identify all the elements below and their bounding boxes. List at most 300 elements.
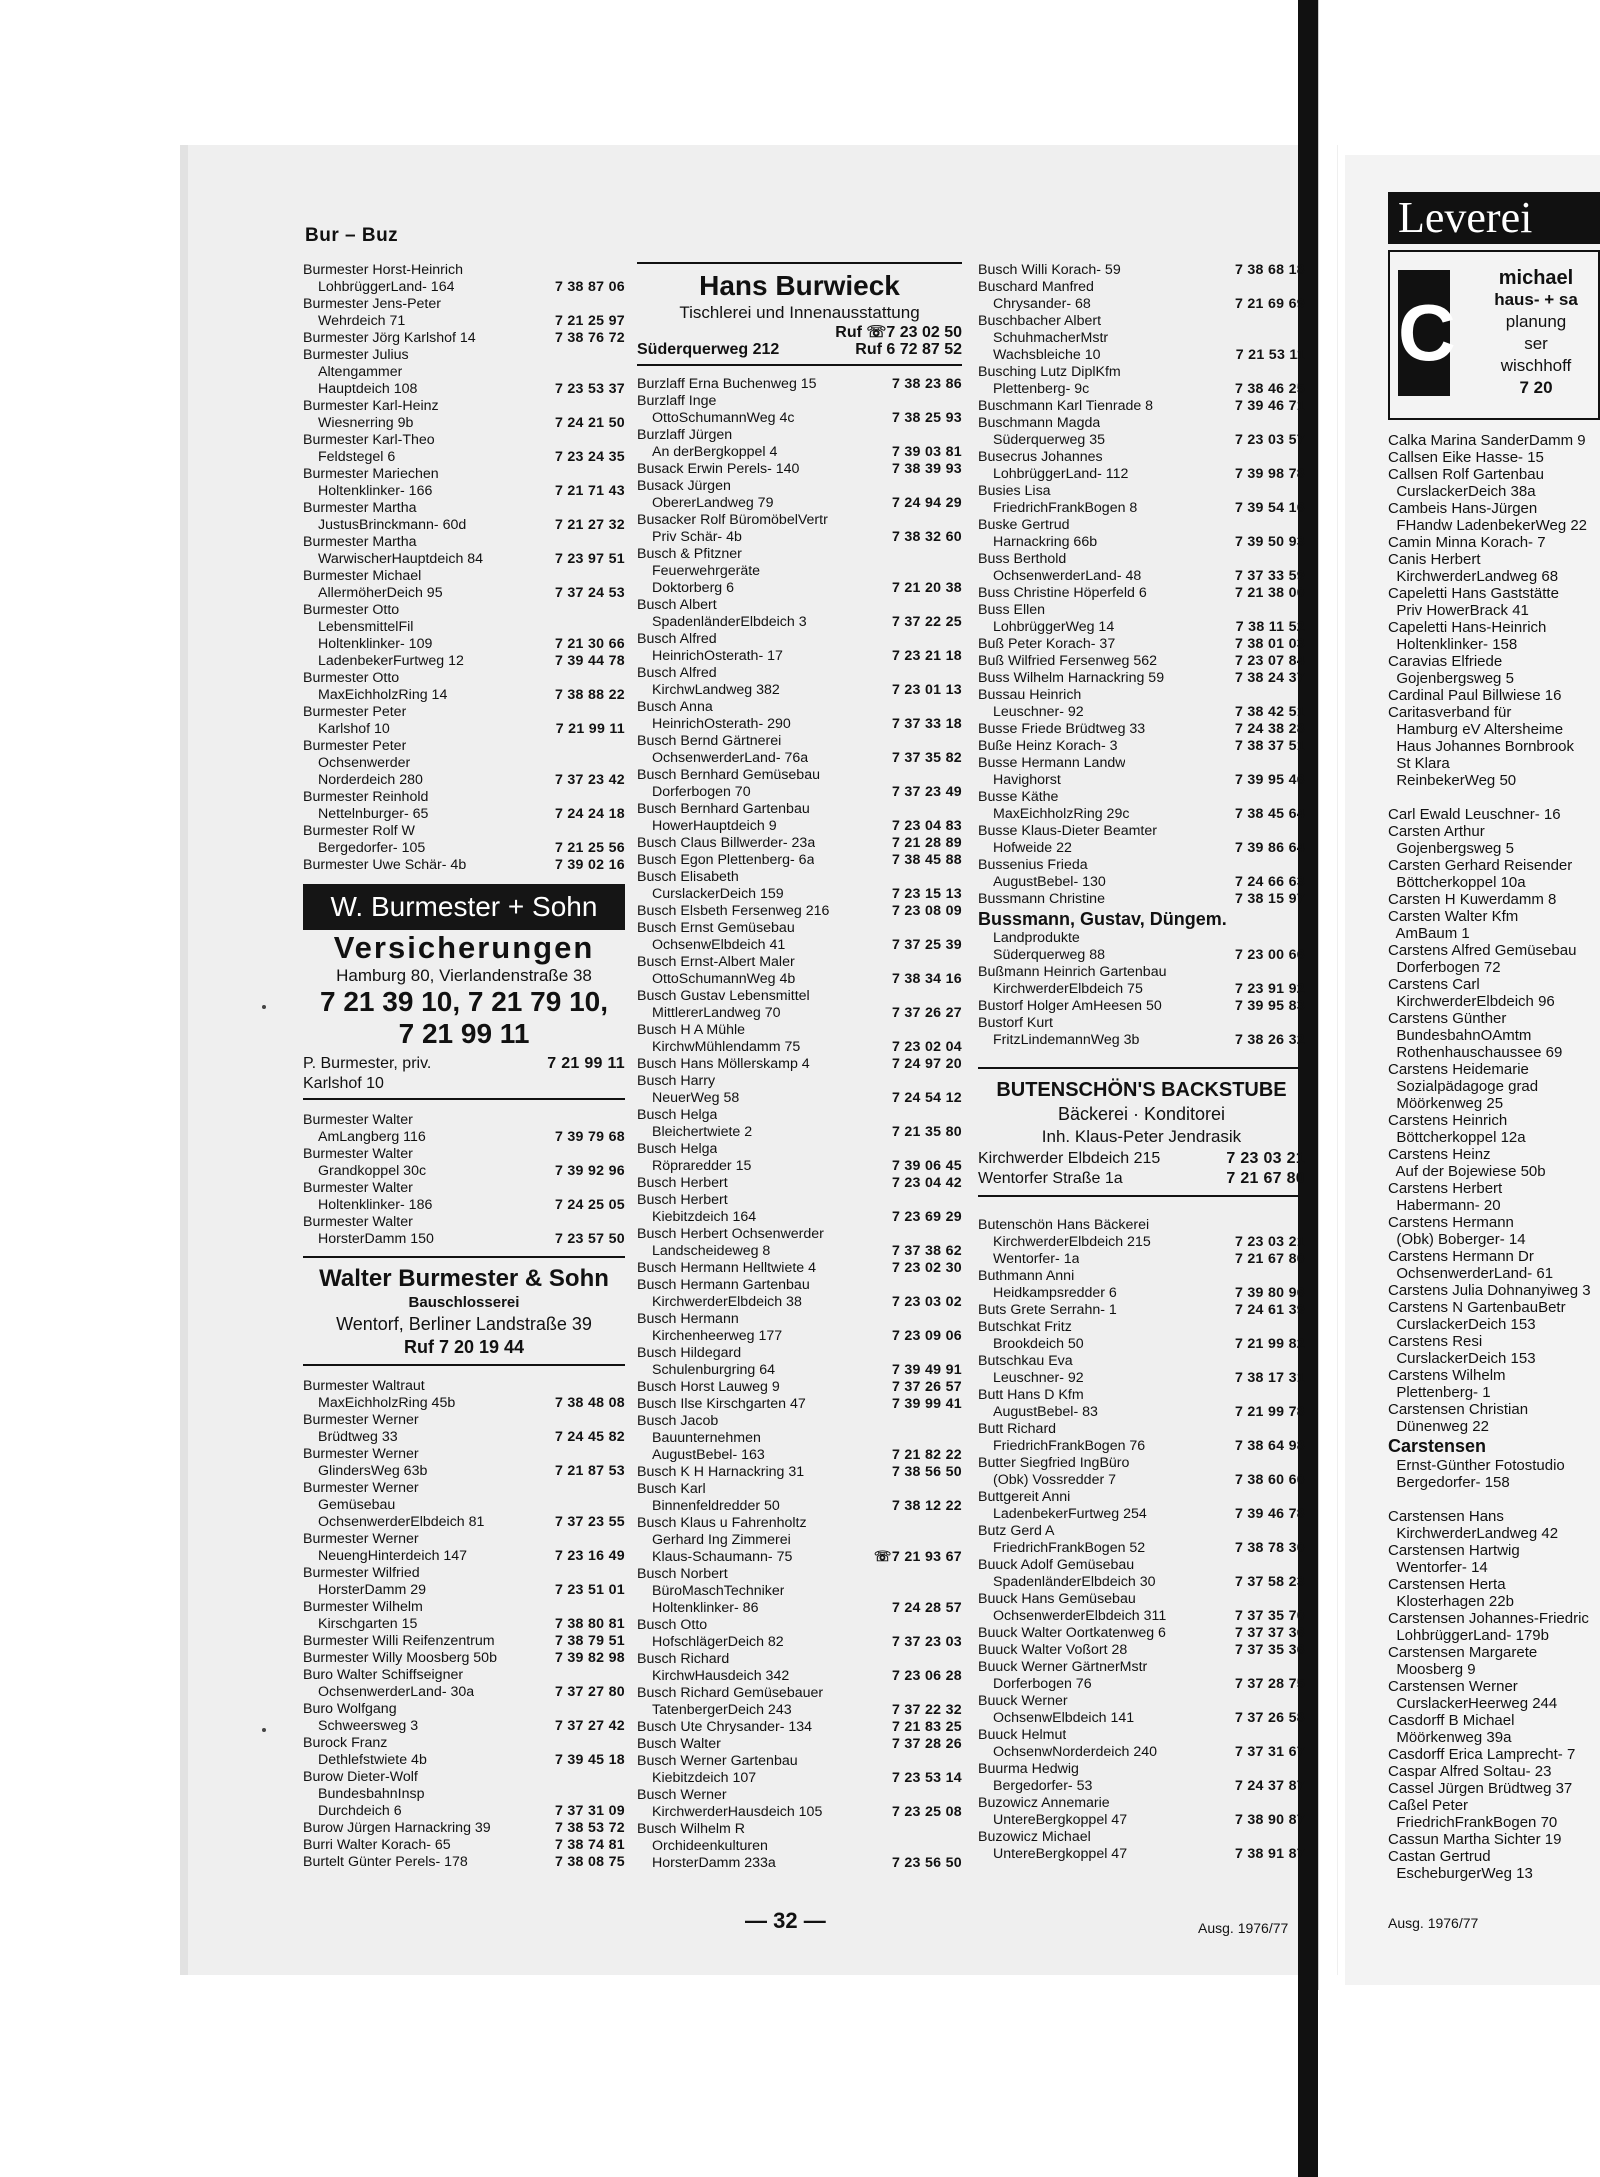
list-item bbox=[637, 1447, 962, 1464]
entry-name: SchuhmacherMstr bbox=[993, 330, 1109, 346]
entry-phone: 7 23 03 57 bbox=[1234, 432, 1305, 448]
list-item bbox=[978, 1795, 1305, 1812]
entry-name: Burmester Karl-Heinz bbox=[303, 398, 439, 414]
ad-address: Wentorf, Berliner Landstraße 39 bbox=[336, 1314, 592, 1334]
list-item bbox=[637, 427, 962, 444]
list-item bbox=[637, 1005, 962, 1022]
list-item: Callsen Rolf Gartenbau bbox=[1388, 466, 1544, 483]
entry-phone: 7 39 92 96 bbox=[554, 1163, 625, 1179]
list-item bbox=[978, 1336, 1305, 1353]
entry-phone bbox=[1299, 755, 1305, 772]
entry-name: Burmester Julius bbox=[303, 347, 409, 363]
entry-name: Busch Walter bbox=[637, 1736, 721, 1752]
list-item: CurslackerDeich 153 bbox=[1388, 1316, 1536, 1333]
list-item bbox=[978, 551, 1305, 568]
entry-phone: 7 38 87 06 bbox=[554, 279, 625, 295]
list-item bbox=[303, 313, 625, 330]
entry-name: BundesbahnInsp bbox=[318, 1786, 425, 1802]
list-item bbox=[637, 1430, 962, 1447]
entry-phone: 7 24 61 39 bbox=[1234, 1302, 1305, 1318]
list-item bbox=[637, 852, 962, 869]
list-item bbox=[637, 1600, 962, 1617]
entry-name: MaxEichholzRing 45b bbox=[318, 1395, 456, 1411]
ad-title: Hans Burwieck bbox=[699, 270, 900, 301]
entry-name: Burmester Werner bbox=[303, 1531, 419, 1547]
list-item bbox=[303, 1769, 625, 1786]
list-item bbox=[303, 517, 625, 534]
entry-phone bbox=[619, 602, 625, 619]
entry-name: Brüdtweg 33 bbox=[318, 1429, 398, 1445]
entry-name: Butschkau Eva bbox=[978, 1353, 1073, 1369]
entry-phone: 7 24 97 20 bbox=[891, 1056, 962, 1072]
entry-name: Altengammer bbox=[318, 364, 403, 380]
list-item bbox=[637, 631, 962, 648]
entry-phone bbox=[1299, 1319, 1305, 1336]
entry-phone: 7 39 98 78 bbox=[1234, 466, 1305, 482]
entry-name: Buuck Adolf Gemüsebau bbox=[978, 1557, 1135, 1573]
list-item bbox=[978, 500, 1305, 517]
entry-name: Burmester Werner bbox=[303, 1412, 419, 1428]
list-item bbox=[978, 1710, 1305, 1727]
entry-name: Holtenklinker- 166 bbox=[318, 483, 433, 499]
entry-name: Leuschner- 92 bbox=[993, 1370, 1084, 1386]
list-item: Carstens Julia Dohnanyiweg 3 bbox=[1388, 1282, 1591, 1299]
entry-phone: 7 23 56 50 bbox=[891, 1855, 962, 1871]
entry-name: Kirchenheerweg 177 bbox=[652, 1328, 783, 1344]
entry-phone bbox=[956, 1311, 962, 1328]
entry-phone: 7 39 44 78 bbox=[554, 653, 625, 669]
list-item bbox=[978, 1608, 1305, 1625]
entry-name: Burmester Walter bbox=[303, 1112, 413, 1128]
list-item: Gojenbergsweg 5 bbox=[1388, 670, 1514, 687]
list-item: OchsenwerderLand- 61 bbox=[1388, 1265, 1554, 1282]
list-item: FriedrichFrankBogen 70 bbox=[1388, 1814, 1558, 1831]
entry-name: Burzlaff Jürgen bbox=[637, 427, 733, 443]
entry-name: Buzowicz Michael bbox=[978, 1829, 1091, 1845]
list-item bbox=[303, 806, 625, 823]
entry-name: Leuschner- 92 bbox=[993, 704, 1084, 720]
list-item bbox=[637, 1209, 962, 1226]
entry-list bbox=[1388, 432, 1600, 1435]
list-item bbox=[978, 857, 1305, 874]
list-item: Habermann- 20 bbox=[1388, 1197, 1501, 1214]
entry-name: Busch Werner Gartenbau bbox=[637, 1753, 798, 1769]
list-item: FHandw LadenbekerWeg 22 bbox=[1388, 517, 1588, 534]
list-item: KirchwerderLandweg 68 bbox=[1388, 568, 1559, 585]
list-item: Caritasverband für bbox=[1388, 704, 1512, 721]
entry-phone bbox=[619, 1480, 625, 1497]
entry-phone: 7 37 22 32 bbox=[891, 1702, 962, 1718]
entry-name: Busch Ilse Kirschgarten 47 bbox=[637, 1396, 806, 1412]
entry-phone bbox=[956, 1753, 962, 1770]
list-item bbox=[303, 1565, 625, 1582]
entry-name: Wachsbleiche 10 bbox=[993, 347, 1101, 363]
list-item: Moosberg 9 bbox=[1388, 1661, 1476, 1678]
entry-name: Buro Walter Schiffseigner bbox=[303, 1667, 464, 1683]
entry-name: Bleichertwiete 2 bbox=[652, 1124, 753, 1140]
entry-name: Busacker Rolf BüromöbelVertr bbox=[637, 512, 828, 528]
entry-name: Busch Helga bbox=[637, 1141, 718, 1157]
entry-phone: 7 37 26 27 bbox=[891, 1005, 962, 1021]
entry-phone: 7 23 24 35 bbox=[554, 449, 625, 465]
entry-name: Burmester Otto bbox=[303, 670, 400, 686]
entry-name: Busch Albert bbox=[637, 597, 717, 613]
list-item: Ernst-Günther Fotostudio bbox=[1388, 1457, 1565, 1474]
entry-name: Burmester Willi Reifenzentrum bbox=[303, 1633, 495, 1649]
entry-phone bbox=[619, 347, 625, 364]
entry-name: Priv Schär- 4b bbox=[652, 529, 742, 545]
entry-name: Holtenklinker- 186 bbox=[318, 1197, 433, 1213]
entry-name: FriedrichFrankBogen 76 bbox=[993, 1438, 1146, 1454]
entry-name: Busch Alfred bbox=[637, 631, 717, 647]
entry-name: Burmester Michael bbox=[303, 568, 422, 584]
entry-list bbox=[303, 1112, 625, 1248]
entry-name: Butter Siegfried IngBüro bbox=[978, 1455, 1130, 1471]
entry-phone bbox=[1299, 313, 1305, 330]
entry-name: Busch Hildegard bbox=[637, 1345, 742, 1361]
entry-phone: 7 38 68 18 bbox=[1234, 262, 1305, 278]
ad-title: BUTENSCHÖN'S BACKSTUBE bbox=[996, 1079, 1287, 1101]
entry-name: HowerHauptdeich 9 bbox=[652, 818, 777, 834]
entry-phone: 7 39 86 64 bbox=[1234, 840, 1305, 856]
entry-name: Gerhard Ing Zimmerei bbox=[652, 1532, 791, 1548]
entry-name: Busch Jacob bbox=[637, 1413, 719, 1429]
list-item bbox=[303, 704, 625, 721]
entry-phone: 7 39 95 46 bbox=[1234, 772, 1305, 788]
entry-phone: 7 23 15 13 bbox=[891, 886, 962, 902]
entry-name: GlindersWeg 63b bbox=[318, 1463, 428, 1479]
entry-phone: 7 23 02 04 bbox=[891, 1039, 962, 1055]
list-item bbox=[303, 1146, 625, 1163]
list-item bbox=[978, 1574, 1305, 1591]
entry-name: Busch Hermann bbox=[637, 1311, 739, 1327]
list-item: Capeletti Hans Gaststätte bbox=[1388, 585, 1559, 602]
entry-phone bbox=[956, 546, 962, 563]
entry-phone bbox=[619, 755, 625, 772]
entry-phone bbox=[1299, 1387, 1305, 1404]
ad-subtitle: Tischlerei und Innenausstattung bbox=[679, 303, 920, 322]
entry-phone: 7 23 25 08 bbox=[891, 1804, 962, 1820]
entry-phone: 7 24 37 87 bbox=[1234, 1778, 1305, 1794]
entry-name: Busch Ernst Gemüsebau bbox=[637, 920, 795, 936]
list-item bbox=[978, 1302, 1305, 1319]
entry-phone: 7 38 64 98 bbox=[1234, 1438, 1305, 1454]
entry-phone: 7 37 23 55 bbox=[554, 1514, 625, 1530]
entry-phone bbox=[956, 563, 962, 580]
list-item: Haus Johannes Bornbrook bbox=[1388, 738, 1574, 755]
list-item bbox=[637, 1855, 962, 1872]
entry-name: Busch H A Mühle bbox=[637, 1022, 746, 1038]
list-item bbox=[637, 1787, 962, 1804]
entry-phone: 7 38 08 75 bbox=[554, 1854, 625, 1870]
entry-phone: 7 23 04 42 bbox=[891, 1175, 962, 1191]
list-item bbox=[978, 1676, 1305, 1693]
entry-phone: 7 38 42 51 bbox=[1234, 704, 1305, 720]
list-item: Caßel Peter bbox=[1388, 1797, 1469, 1814]
entry-phone: 7 23 53 14 bbox=[891, 1770, 962, 1786]
entry-name: Buske Gertrud bbox=[978, 517, 1070, 533]
list-item bbox=[978, 1421, 1305, 1438]
list-item bbox=[978, 1744, 1305, 1761]
list-item bbox=[637, 1702, 962, 1719]
list-item bbox=[303, 1735, 625, 1752]
entry-phone bbox=[619, 466, 625, 483]
ad-line: 7 20 bbox=[1519, 378, 1553, 397]
list-item bbox=[637, 937, 962, 954]
entry-name: Burmester Otto bbox=[303, 602, 400, 618]
entry-phone: 7 38 80 81 bbox=[554, 1616, 625, 1632]
entry-name: Burmester Jens-Peter bbox=[303, 296, 441, 312]
entry-name: Buuck Werner bbox=[978, 1693, 1068, 1709]
entry-name: Buurma Hedwig bbox=[978, 1761, 1079, 1777]
entry-name: Gemüsebau bbox=[318, 1497, 396, 1513]
entry-phone: 7 38 91 87 bbox=[1234, 1846, 1305, 1862]
entry-phone bbox=[1299, 1557, 1305, 1574]
entry-phone bbox=[619, 704, 625, 721]
list-item bbox=[637, 1311, 962, 1328]
entry-name: Burtelt Günter Perels- 178 bbox=[303, 1854, 468, 1870]
entry-phone bbox=[956, 1277, 962, 1294]
entry-name: Busch Herbert Ochsenwerder bbox=[637, 1226, 824, 1242]
list-item: Carstensen Hans bbox=[1388, 1508, 1504, 1525]
list-item: Caravias Elfriede bbox=[1388, 653, 1503, 670]
entry-name: Norderdeich 280 bbox=[318, 772, 423, 788]
entry-name: Busch Karl bbox=[637, 1481, 706, 1497]
entry-phone bbox=[1299, 449, 1305, 466]
list-item bbox=[303, 1803, 625, 1820]
entry-name: OttoSchumannWeg 4c bbox=[652, 410, 795, 426]
entry-phone: 7 39 54 16 bbox=[1234, 500, 1305, 516]
list-item bbox=[637, 1379, 962, 1396]
list-item bbox=[637, 835, 962, 852]
entry-phone bbox=[956, 512, 962, 529]
list-item bbox=[303, 789, 625, 806]
list-item bbox=[978, 568, 1305, 585]
entry-name: Busching Lutz DiplKfm bbox=[978, 364, 1121, 380]
entry-name: Plettenberg- 9c bbox=[993, 381, 1090, 397]
entry-phone: 7 38 45 64 bbox=[1234, 806, 1305, 822]
entry-name: OchsenwNorderdeich 240 bbox=[993, 1744, 1158, 1760]
entry-name: Feuerwehrgeräte bbox=[652, 563, 761, 579]
entry-phone: 7 37 31 09 bbox=[554, 1803, 625, 1819]
entry-name: Buzowicz Annemarie bbox=[978, 1795, 1110, 1811]
entry-phone: 7 39 06 45 bbox=[891, 1158, 962, 1174]
entry-phone bbox=[619, 262, 625, 279]
list-item: KirchwerderLandweg 42 bbox=[1388, 1525, 1559, 1542]
entry-phone bbox=[956, 1192, 962, 1209]
entry-phone: 7 23 16 49 bbox=[554, 1548, 625, 1564]
entry-phone bbox=[619, 1667, 625, 1684]
entry-phone bbox=[956, 1481, 962, 1498]
entry-phone: 7 38 11 52 bbox=[1235, 619, 1305, 635]
list-item: Möörkenweg 25 bbox=[1388, 1095, 1504, 1112]
entry-phone bbox=[1299, 857, 1305, 874]
entry-phone: 7 38 24 37 bbox=[1234, 670, 1305, 686]
entry-phone: 7 39 95 83 bbox=[1234, 998, 1305, 1014]
entry-phone bbox=[1299, 964, 1305, 981]
entry-phone: 7 39 99 41 bbox=[891, 1396, 962, 1412]
list-item bbox=[637, 818, 962, 835]
list-item bbox=[978, 891, 1305, 908]
list-item bbox=[303, 432, 625, 449]
list-item bbox=[637, 1498, 962, 1515]
list-item bbox=[978, 998, 1305, 1015]
entry-name: LohbrüggerLand- 164 bbox=[318, 279, 455, 295]
entry-phone bbox=[1299, 1727, 1305, 1744]
list-item bbox=[978, 1727, 1305, 1744]
list-item: Carstens Herbert bbox=[1388, 1180, 1503, 1197]
entry-name: KirchwerderElbdeich 38 bbox=[652, 1294, 802, 1310]
entry-name: Burmester Karl-Theo bbox=[303, 432, 435, 448]
list-item: Carsten H Kuwerdamm 8 bbox=[1388, 891, 1557, 908]
list-item bbox=[978, 1285, 1305, 1302]
list-item bbox=[978, 1557, 1305, 1574]
entry-phone: 7 21 27 32 bbox=[554, 517, 625, 533]
entry-phone: 7 37 23 42 bbox=[554, 772, 625, 788]
entry-phone: 7 37 33 59 bbox=[1234, 568, 1305, 584]
list-item bbox=[637, 614, 962, 631]
list-item bbox=[978, 279, 1305, 296]
list-item bbox=[303, 1197, 625, 1214]
entry-name: Holtenklinker- 109 bbox=[318, 636, 433, 652]
entry-name: OchsenwerderElbdeich 81 bbox=[318, 1514, 485, 1530]
entry-phone bbox=[956, 1821, 962, 1838]
entry-phone: 7 24 21 50 bbox=[554, 415, 625, 431]
list-item bbox=[637, 1277, 962, 1294]
entry-name: Burmester Peter bbox=[303, 704, 407, 720]
entry-phone bbox=[619, 789, 625, 806]
list-item: Bergedorfer- 158 bbox=[1388, 1474, 1510, 1491]
entry-name: Busch Harry bbox=[637, 1073, 716, 1089]
entry-phone bbox=[619, 1701, 625, 1718]
list-item bbox=[637, 1515, 962, 1532]
list-item: Dünenweg 22 bbox=[1388, 1418, 1489, 1435]
entry-name: Busch Egon Plettenberg- 6a bbox=[637, 852, 815, 868]
entry-name: HorsterDamm 233a bbox=[652, 1855, 776, 1871]
list-item: Camin Minna Korach- 7 bbox=[1388, 534, 1546, 551]
list-item bbox=[303, 619, 625, 636]
list-item bbox=[637, 784, 962, 801]
page-number: — 32 — bbox=[745, 1908, 826, 1933]
list-item: St Klara bbox=[1388, 755, 1450, 772]
list-item bbox=[637, 1464, 962, 1481]
list-item: Cardinal Paul Billwiese 16 bbox=[1388, 687, 1562, 704]
entry-name: Orchideenkulturen bbox=[652, 1838, 768, 1854]
entry-name: KirchwerderElbdeich 75 bbox=[993, 981, 1143, 997]
entry-phone bbox=[1299, 1268, 1305, 1285]
list-item bbox=[978, 1404, 1305, 1421]
entry-phone: 7 37 22 25 bbox=[891, 614, 962, 630]
entry-phone: 7 24 24 18 bbox=[554, 806, 625, 822]
entry-phone bbox=[619, 670, 625, 687]
entry-phone bbox=[619, 1214, 625, 1231]
list-item bbox=[637, 1583, 962, 1600]
entry-name: HorsterDamm 29 bbox=[318, 1582, 427, 1598]
list-item bbox=[978, 432, 1305, 449]
entry-name: OchsenwerderLand- 30a bbox=[318, 1684, 475, 1700]
list-item bbox=[637, 1685, 962, 1702]
list-item bbox=[978, 670, 1305, 687]
entry-phone bbox=[956, 597, 962, 614]
list-item: Cassel Jürgen Brüdtweg 37 bbox=[1388, 1780, 1573, 1797]
entry-name: Burow Dieter-Wolf bbox=[303, 1769, 418, 1785]
entry-phone bbox=[619, 398, 625, 415]
entry-phone bbox=[1299, 930, 1305, 947]
entry-phone bbox=[956, 1413, 962, 1430]
entry-phone bbox=[619, 534, 625, 551]
list-item bbox=[978, 313, 1305, 330]
entry-phone: 7 23 01 13 bbox=[891, 682, 962, 698]
entry-phone: 7 38 48 08 bbox=[554, 1395, 625, 1411]
entry-name: Burow Jürgen Harnackring 39 bbox=[303, 1820, 491, 1836]
list-item bbox=[978, 1015, 1305, 1032]
entry-name: Burmester Werner bbox=[303, 1446, 419, 1462]
entry-phone: 7 23 03 02 bbox=[891, 1294, 962, 1310]
entry-name: Buuck Hans Gemüsebau bbox=[978, 1591, 1136, 1607]
list-item bbox=[978, 1438, 1305, 1455]
entry-phone: 7 39 45 18 bbox=[554, 1752, 625, 1768]
entry-phone: 7 23 09 06 bbox=[891, 1328, 962, 1344]
list-item bbox=[637, 1362, 962, 1379]
entry-name: Burmester Wilhelm bbox=[303, 1599, 423, 1615]
list-item: EscheburgerWeg 13 bbox=[1388, 1865, 1533, 1882]
entry-name: Landscheideweg 8 bbox=[652, 1243, 771, 1259]
entry-phone bbox=[1299, 1015, 1305, 1032]
list-item: Carstensen Hartwig bbox=[1388, 1542, 1520, 1559]
list-item bbox=[637, 478, 962, 495]
list-item bbox=[637, 1158, 962, 1175]
list-item: Sozialpädagoge grad bbox=[1388, 1078, 1539, 1095]
list-item bbox=[303, 1412, 625, 1429]
list-item bbox=[303, 840, 625, 857]
entry-name: Buts Grete Serrahn- 1 bbox=[978, 1302, 1117, 1318]
entry-name: Brookdeich 50 bbox=[993, 1336, 1084, 1352]
entry-name: Busch Hermann Gartenbau bbox=[637, 1277, 810, 1293]
list-item bbox=[303, 1786, 625, 1803]
entry-name: Busch Richard bbox=[637, 1651, 730, 1667]
list-item bbox=[637, 1260, 962, 1277]
page-gutter bbox=[1318, 0, 1337, 1990]
entry-name: Burmester Jörg Karlshof 14 bbox=[303, 330, 476, 346]
list-item: Klosterhagen 22b bbox=[1388, 1593, 1514, 1610]
list-item bbox=[978, 347, 1305, 364]
list-item bbox=[303, 1599, 625, 1616]
entry-name: Bauunternehmen bbox=[652, 1430, 761, 1446]
list-item: Gojenbergsweg 5 bbox=[1388, 840, 1514, 857]
entry-list bbox=[978, 262, 1305, 908]
list-item bbox=[637, 1413, 962, 1430]
entry-name: FritzLindemannWeg 3b bbox=[993, 1032, 1140, 1048]
list-item: Carstens Resi bbox=[1388, 1333, 1483, 1350]
entry-phone: 7 39 46 71 bbox=[1234, 398, 1305, 414]
entry-phone bbox=[1299, 415, 1305, 432]
entry-phone bbox=[956, 478, 962, 495]
entry-phone bbox=[956, 1515, 962, 1532]
entry-phone bbox=[619, 823, 625, 840]
entry-phone bbox=[619, 738, 625, 755]
entry-name: Buro Wolfgang bbox=[303, 1701, 397, 1717]
speck bbox=[262, 1728, 266, 1732]
entry-name: Busies Lisa bbox=[978, 483, 1051, 499]
list-item bbox=[637, 1396, 962, 1413]
entry-name: Süderquerweg 35 bbox=[993, 432, 1106, 448]
list-item: LohbrüggerLand- 179b bbox=[1388, 1627, 1549, 1644]
entry-phone bbox=[619, 568, 625, 585]
entry-name: Busch Herbert bbox=[637, 1192, 728, 1208]
entry-phone bbox=[1299, 279, 1305, 296]
list-item bbox=[637, 1192, 962, 1209]
entry-name: Busch Bernd Gärtnerei bbox=[637, 733, 782, 749]
